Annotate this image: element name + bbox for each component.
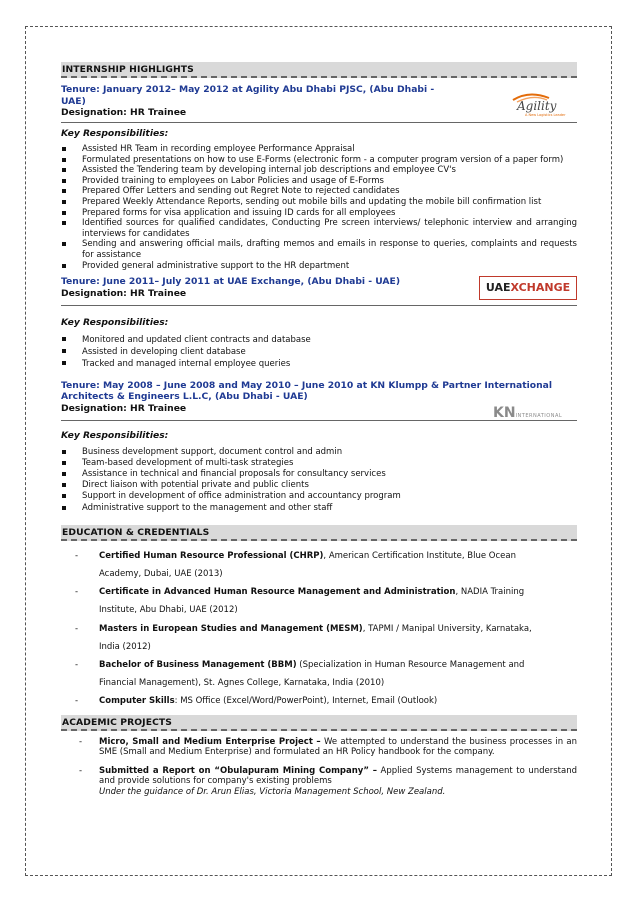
list-item: Prepared forms for visa application and issuing ID cards for all employees <box>61 208 577 219</box>
job-designation: Designation: HR Trainee <box>61 402 187 414</box>
project-guidance-note: Under the guidance of Dr. Arun Elias, Victoria Management School, New Zealand. <box>99 787 446 798</box>
list-item: - Computer Skills: MS Office (Excel/Word/PowerPoint), Internet, Email (Outlook) <box>75 696 438 707</box>
job-tenure: Tenure: May 2008 – June 2008 and May 2010 – June 2010 at KN Klumpp & Partner International Architects & Engineers L.L.C, (Abu Dhabi - UAE) <box>61 379 552 403</box>
job-kn-klumpp <box>61 380 577 514</box>
kn-logo-sub: INTERNATIONAL <box>515 412 563 419</box>
kn-logo <box>493 402 577 421</box>
list-item: - Micro, Small and Medium Enterprise Project – We attempted to understand the business processes in an SME (Small and Medium Enterprise) and formulated an HR Policy handbook for the company. <box>79 736 577 758</box>
list-item: Prepared Weekly Attendance Reports, sending out mobile bills and updating the mobile bill confirmation list <box>61 197 577 208</box>
list-item: - Certified Human Resource Professional (CHRP), American Certification Institute, Blue Ocean Academy, Dubai, UAE (2013) <box>75 550 516 580</box>
list-item: Administrative support to the management and other staff <box>61 503 577 514</box>
list-item: - Masters in European Studies and Management (MESM), TAPMI / Manipal University, Karnataka, India (2012) <box>75 623 532 652</box>
job-tenure: Tenure: June 2011– July 2011 at UAE Exchange, (Abu Dhabi - UAE) <box>61 276 401 288</box>
list-item: - Certificate in Advanced Human Resource Management and Administration, NADIA Training Institute, Abu Dhabi, UAE (2012) <box>75 587 525 616</box>
list-item: - Bachelor of Business Management (BBM) (Specialization in Human Resource Management and Financial Management), St. Agnes College, Karnataka, India (2010) <box>75 660 525 689</box>
projects-list <box>61 737 577 798</box>
key-responsibilities-label: Key Responsibilities: <box>61 317 169 329</box>
list-item: Formulated presentations on how to use E-Forms (electronic form - a computer program version of a paper form) <box>61 155 577 166</box>
list-item: Direct liaison with potential private and public clients <box>61 480 577 491</box>
education-list <box>61 547 577 711</box>
key-responsibilities-label: Key Responsibilities: <box>61 430 169 442</box>
list-item: Support in development of office administration and accountancy program <box>61 491 577 502</box>
list-item: - Submitted a Report on “Obulapuram Mining Company” – Applied Systems management to understand and provide solutions for company's existing problems Under the guidance of Dr. Arun Elias, Victoria Management School, New Zealand. <box>79 765 577 798</box>
responsibility-list <box>61 447 577 514</box>
divider <box>61 122 577 123</box>
agility-logo-tagline: A New Logistics Leader <box>525 113 566 117</box>
resume-page <box>61 62 577 806</box>
projects-header: ACADEMIC PROJECTS <box>61 715 577 731</box>
list-item: Assisted in developing client database <box>61 346 577 358</box>
list-item: Sending and answering official mails, drafting memos and emails in response to queries, complaints and requests for assistance <box>61 239 577 260</box>
divider <box>61 305 577 306</box>
list-item: Team-based development of multi-task strategies <box>61 458 577 469</box>
job-designation: Designation: HR Trainee <box>61 287 187 299</box>
list-item: Assisted the Tendering team by developing internal job descriptions and employee CV's <box>61 165 577 176</box>
job-uae-exchange <box>61 276 577 370</box>
agility-logo <box>509 92 577 122</box>
uae-exchange-logo-text-b: XCHANGE <box>510 281 571 295</box>
list-item: Assisted HR Team in recording employee Performance Appraisal <box>61 144 577 155</box>
list-item: Provided training to employees on Labor Policies and usage of E-Forms <box>61 176 577 187</box>
job-agility <box>61 84 577 271</box>
responsibility-list <box>61 144 577 271</box>
responsibility-list <box>61 334 577 370</box>
job-tenure: Tenure: January 2012– May 2012 at Agility Abu Dhabi PJSC, (Abu Dhabi - UAE) <box>61 84 435 107</box>
key-responsibilities-label: Key Responsibilities: <box>61 127 169 139</box>
list-item: Identified sources for qualified candidates, Conducting Pre screen interviews/ telephonic interview and arranging interviews for candidates <box>61 218 577 239</box>
list-item: Prepared Offer Letters and sending out Regret Note to rejected candidates <box>61 186 577 197</box>
list-item: Tracked and managed internal employee queries <box>61 358 577 370</box>
list-item: Monitored and updated client contracts and database <box>61 334 577 346</box>
uae-exchange-logo-text-a: UAE <box>485 281 511 295</box>
list-item: Business development support, document control and admin <box>61 447 577 458</box>
kn-logo-text: KN <box>493 404 516 421</box>
education-header: EDUCATION & CREDENTIALS <box>61 525 577 541</box>
internship-header: INTERNSHIP HIGHLIGHTS <box>61 62 577 78</box>
job-designation: Designation: HR Trainee <box>61 107 187 118</box>
list-item: Provided general administrative support to the HR department <box>61 261 577 272</box>
list-item: Assistance in technical and financial proposals for consultancy services <box>61 469 577 480</box>
uae-exchange-logo <box>479 276 577 300</box>
agility-logo-text: Agility <box>517 99 557 113</box>
